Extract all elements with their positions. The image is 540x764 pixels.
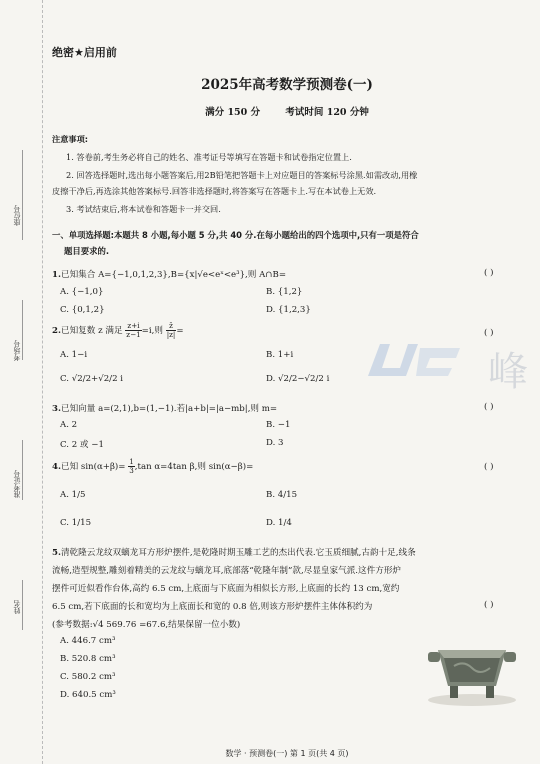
margin-label-seat: 座位号 — [13, 205, 21, 226]
answer-bracket: ( ) — [484, 328, 494, 338]
margin-line — [22, 150, 23, 240]
answer-bracket: ( ) — [484, 268, 494, 278]
option-d: D. 640.5 cm³ — [60, 690, 116, 700]
question-1: 1.已知集合 A={−1,0,1,2,3},B={x|√e<eˣ<e³},则 A∩B= — [52, 270, 287, 280]
answer-bracket: ( ) — [484, 402, 494, 412]
question-2: 2.已知复数 z 满足 $\frac{z+i}{z-1}$ =i,则 $\frac{z̄}{|z|}$ = — [52, 321, 184, 339]
secret-label: 绝密★启用前 — [52, 46, 117, 59]
margin-line — [22, 440, 23, 500]
exam-time: 考试时间 120 分钟 — [285, 107, 369, 118]
option-b: B. {1,2} — [266, 287, 303, 297]
section-heading: 一、单项选择题:本题共 8 小题,每小题 5 分,共 40 分.在每小题给出的四个选项中,只有一项是符合 — [52, 230, 419, 240]
option-b: B. 4/15 — [266, 490, 298, 500]
option-c: C. 1/15 — [60, 518, 92, 528]
watermark-logo-icon — [360, 336, 470, 384]
section-heading-cont: 题目要求的. — [64, 246, 110, 256]
option-a: A. 2 — [60, 420, 78, 430]
option-b: B. 1+i — [266, 350, 294, 360]
option-c: C. 580.2 cm³ — [60, 672, 116, 682]
question-5-reference: (参考数据:√4 569.76 =67.6,结果保留一位小数) — [52, 620, 241, 630]
notice-item: 2. 回答选择题时,选出每小题答案后,用2B铅笔把答题卡上对应题目的答案标号涂黑.如需改动,用橡 — [66, 170, 418, 180]
notice-heading: 注意事项: — [52, 134, 89, 144]
margin-label-room: 考场号 — [13, 340, 21, 361]
question-4: 4.已知 sin(α+β)= $\frac{1}{3}$ ,tan α=4tan β,则 sin(α−β)= — [52, 457, 254, 475]
question-stem: 已知向量 a=(2,1),b=(1,−1).若|a+b|=|a−mb|,则 m= — [60, 404, 278, 414]
watermark-text: 峰 — [488, 349, 528, 395]
option-c: C. √2/2+√2/2 i — [60, 374, 124, 384]
option-c: C. 2 或 −1 — [60, 440, 104, 450]
question-5-line: 摆件可近似看作台体,高约 6.5 cm,上底面与下底面为相似长方形,上底面的长约 13 cm,宽约 — [52, 584, 400, 594]
option-a: A. 1−i — [60, 350, 88, 360]
question-5-line: 6.5 cm,若下底面的长和宽均为上底面长和宽的 0.8 倍,则该方形炉摆件主体体积约为 — [52, 602, 373, 612]
option-d: D. {1,2,3} — [266, 305, 311, 315]
page-footer: 数学 · 预测卷(一) 第 1 页(共 4 页) — [225, 749, 349, 758]
option-b: B. −1 — [266, 420, 291, 430]
paper-title: 2025年高考数学预测卷(一) — [201, 77, 373, 93]
fraction: $\frac{z̄}{|z|}$ — [166, 321, 176, 339]
fraction: $\frac{1}{3}$ — [129, 457, 134, 475]
option-d: D. 3 — [266, 438, 284, 448]
option-a: A. 446.7 cm³ — [60, 636, 116, 646]
option-d: D. 1/4 — [266, 518, 292, 528]
full-score: 满分 150 分 — [205, 107, 261, 118]
question-3: 3.已知向量 a=(2,1),b=(1,−1).若|a+b|=|a−mb|,则 m= — [52, 404, 278, 414]
question-5: 5.清乾隆云龙纹双螭龙耳方形炉摆件,是乾隆时期玉雕工艺的杰出代表.它玉质细腻,古韵十足,线条 — [52, 548, 416, 558]
notice-item: 1. 答卷前,考生务必将自己的姓名、准考证号等填写在答题卡和试卷指定位置上. — [66, 152, 352, 162]
margin-line — [22, 300, 23, 360]
margin-label-ticket: 准考证号 — [13, 470, 21, 498]
binding-margin — [0, 0, 43, 764]
margin-line — [22, 580, 23, 630]
jade-censer-image — [424, 630, 520, 708]
answer-bracket: ( ) — [484, 600, 494, 610]
option-a: A. {−1,0} — [60, 287, 104, 297]
option-d: D. √2/2−√2/2 i — [266, 374, 330, 384]
fraction: $\frac{z+i}{z-1}$ — [126, 321, 141, 339]
answer-bracket: ( ) — [484, 462, 494, 472]
notice-item: 3. 考试结束后,将本试卷和答题卡一并交回. — [66, 204, 221, 214]
option-c: C. {0,1,2} — [60, 305, 105, 315]
notice-item: 皮擦干净后,再选涂其他答案标号.回答非选择题时,将答案写在答题卡上.写在本试卷上无效. — [52, 186, 377, 196]
option-b: B. 520.8 cm³ — [60, 654, 116, 664]
option-a: A. 1/5 — [60, 490, 86, 500]
paper-subtitle — [52, 104, 522, 118]
margin-label-name: 姓名 — [13, 600, 21, 614]
question-5-line: 流畅,造型规整,雕刻着精美的云龙纹与螭龙耳,底部落“乾隆年制”款,尽显皇家气派.这件方形炉 — [52, 566, 402, 576]
question-stem: 已知集合 A={−1,0,1,2,3},B={x|√e<eˣ<e³},则 A∩B= — [60, 270, 287, 280]
